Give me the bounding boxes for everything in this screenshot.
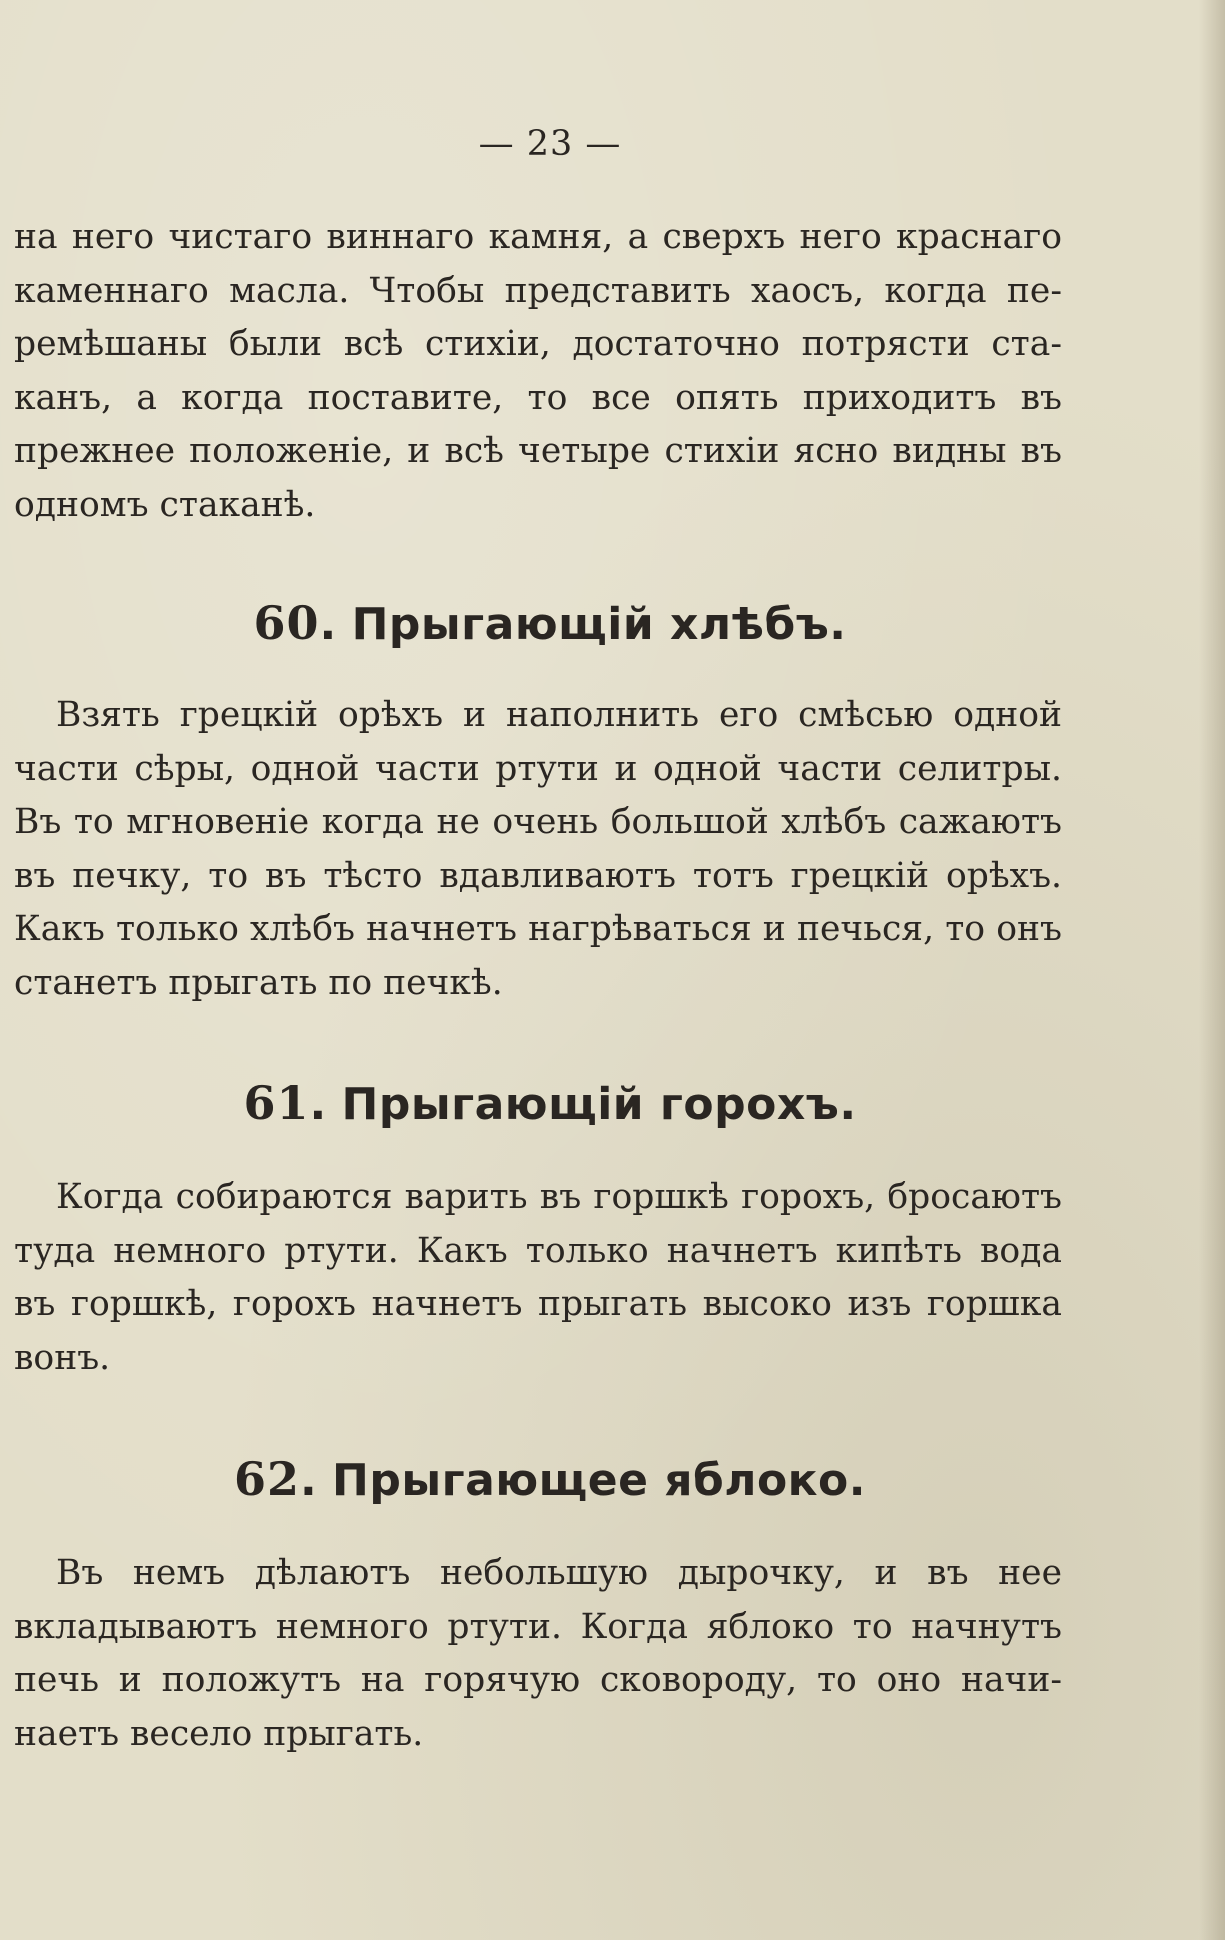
intro-paragraph: на него чистаго виннаго камня, а сверхъ него краснаго каменнаго масла. Чтобы представить хаосъ, когда перемѣшаны были всѣ стихіи, достаточно потрясти стаканъ, а когда поставите, то все опять приходитъ въ прежнее положеніе, и всѣ четыре стихіи ясно видны въ одномъ стаканѣ. [14,217,1062,525]
section-number: 61 [243,1076,310,1130]
section-paragraph-60: Взять грецкій орѣхъ и наполнить его смѣсью одной части сѣры, одной части ртути и одной части селитры. Въ то мгновеніе когда не очень большой хлѣбъ сажаютъ въ печку, то въ тѣсто вдавливаютъ тотъ грецкій орѣхъ. Какъ только хлѣбъ начнетъ нагрѣваться и печься, то онъ станетъ прыгать по печкѣ. [14,695,1062,1003]
section-title: Прыгающій хлѣбъ. [351,599,847,650]
page-edge-shadow [1199,0,1225,1940]
section-heading-61: 61. Прыгающій горохъ. [243,1076,857,1130]
section-number: 60 [253,596,320,650]
section-paragraph-61: Когда собираются варить въ горшкѣ горохъ, бросаютъ туда немного ртути. Какъ только начнетъ кипѣть вода въ горшкѣ, горохъ начнетъ прыгать высоко изъ горшка вонъ. [14,1177,1062,1378]
section-heading-62: 62. Прыгающее яблоко. [233,1452,866,1506]
section-paragraph-62: Въ немъ дѣлаютъ небольшую дырочку, и въ нее вкладываютъ немного ртути. Когда яблоко то начнутъ печь и положутъ на горячую сковороду, то оно начинаетъ весело прыгать. [14,1553,1062,1754]
section-number: 62 [233,1452,300,1506]
section-title: Прыгающее яблоко. [332,1455,866,1506]
section-heading-60: 60. Прыгающій хлѣбъ. [253,596,847,650]
page-number: — 23 — [478,124,622,164]
section-title: Прыгающій горохъ. [341,1079,857,1130]
